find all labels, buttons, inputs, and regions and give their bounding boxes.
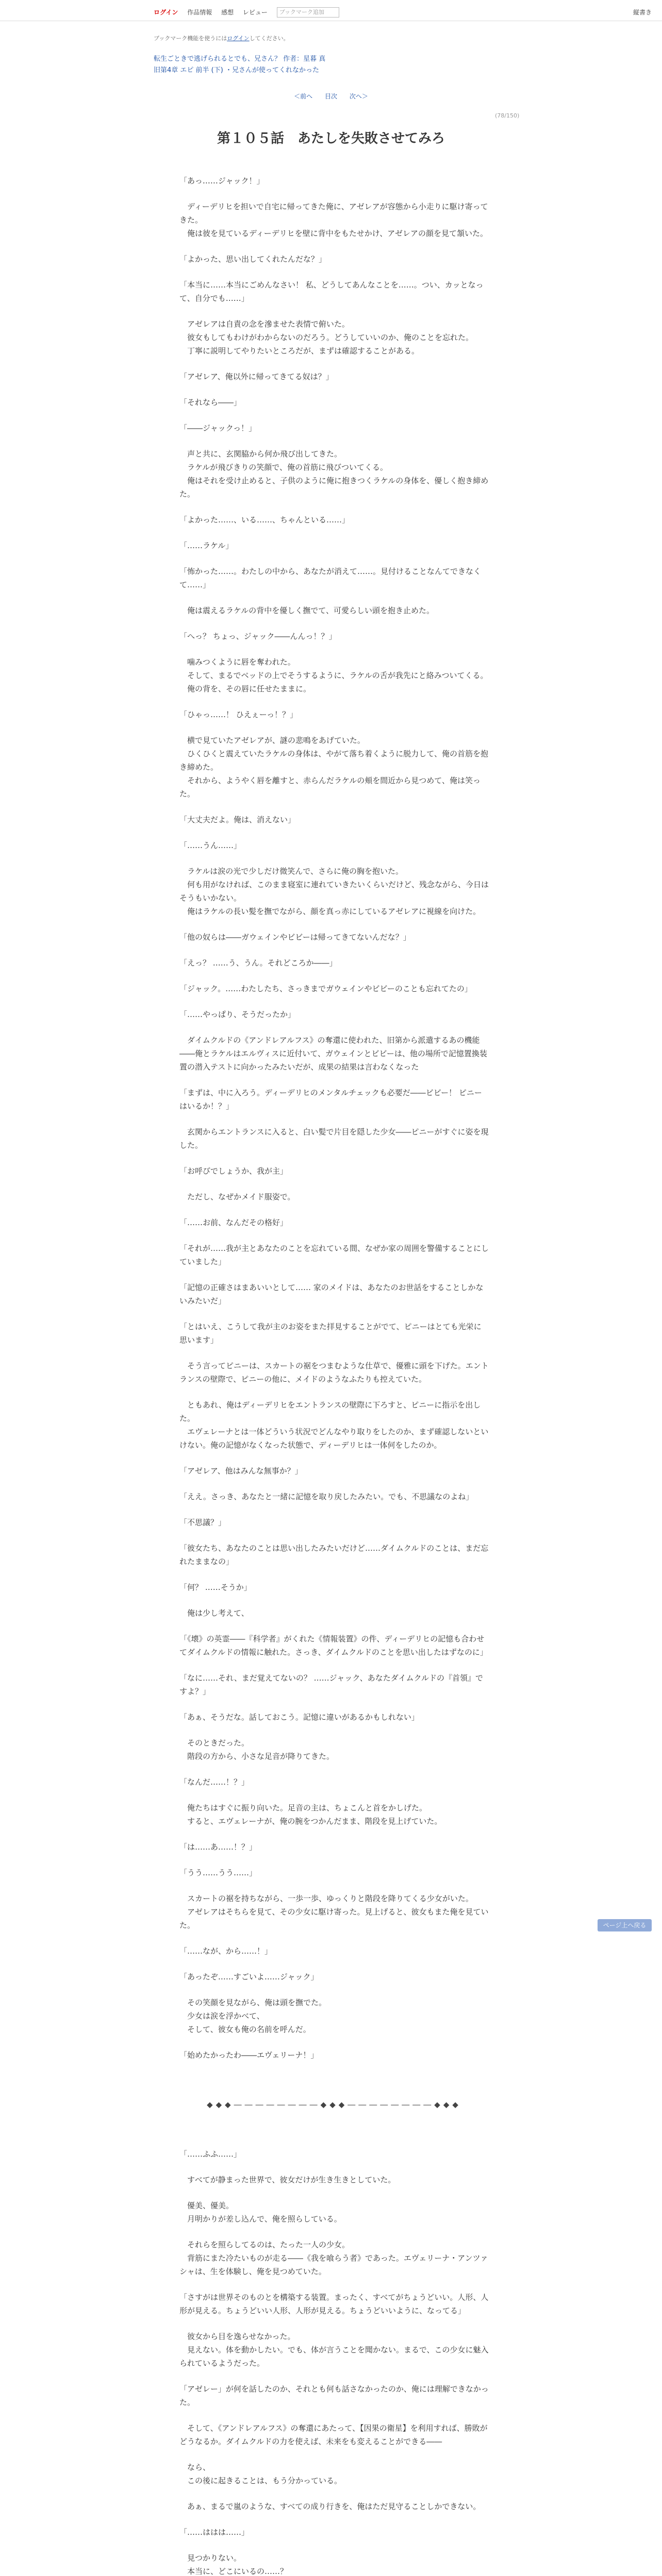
paragraph: 俺たちはすぐに振り向いた。足音の主は、ちょこんと首をかしげた。 すると、エヴェレーナが、俺の腕をつかんだまま、階段を見上げていた。 xyxy=(187,1803,442,1826)
paragraph: 彼女から目を逸らせなかった。 見えない。体を動かしたい。でも、体が言うことを聞かない。まるで、この少女に魅入られているようだった。 xyxy=(179,2332,489,2368)
paragraph: 「あっ……ジャック！」 xyxy=(179,176,264,185)
paragraph: 俺は震えるラケルの背中を優しく撫でて、可愛らしい頭を抱き止めた。 xyxy=(179,606,434,615)
vertical-writing-link[interactable]: 縦書き xyxy=(633,9,652,16)
paragraph: 見つかりない。 本当に、どこにいるの……？ xyxy=(187,2553,288,2576)
login-link[interactable]: ログイン xyxy=(154,8,178,16)
series-title[interactable]: 転生ごときで逃げられるとでも、兄さん？ 作者：星暮 真 xyxy=(154,55,326,63)
paragraph: それらを照らしてるのは、たった一人の少女。 背筋にまた冷たいものが走る――《我を喰らう者》であった。エヴェリーナ・アンツァシャは、生を体験し、俺を見つめていた。 xyxy=(179,2240,488,2276)
paragraph: 「あぁ、そうだな。話しておこう。記憶に違いがあるかもしれない」 xyxy=(179,1713,419,1722)
paragraph: 「……なが、から……！」 xyxy=(179,1946,273,1956)
paragraph: 「ひゃっ……！ ひえぇーっ！？」 xyxy=(179,710,298,719)
paragraph: ディーデリヒを担いで自宅に帰ってきた俺に、アゼレアが容態から小走りに駆け寄ってきた。 俺は彼を見ているディーデリヒを壁に背中をもたせかけ、アゼレアの顔を見て頷いた。 xyxy=(179,202,488,238)
notice-suffix: してください。 xyxy=(249,35,289,42)
paragraph: 「他の奴らは――ガウェインやビビーは帰ってきてないんだな？」 xyxy=(179,933,411,942)
paragraph: 「記憶の正確さはまあいいとして…… 家のメイドは、あなたのお世話をすることしかないみたいだ」 xyxy=(179,1283,484,1306)
chapter-body xyxy=(179,174,489,2576)
paragraph: 「本当に……本当にごめんなさい！ 私、どうしてあんなことを……。つい、カッとなって、自分でも……」 xyxy=(179,280,484,303)
paragraph: アゼレアは自責の念を滲ませた表情で俯いた。 彼女もしてもわけがわからないのだろう。どうしていいのか、俺のことを忘れた。 丁寧に説明してやりたいところだが、まずは確認することがある。 xyxy=(187,319,474,355)
paragraph: 玄関からエントランスに入ると、白い髪で片目を隠した少女――ピニーがすぐに姿を現した。 xyxy=(179,1127,489,1150)
paragraph: 「とはいえ、こうして我が主のお姿をまた拝見することがでて、ピニーはとても光栄に思います」 xyxy=(179,1322,482,1345)
paragraph: 「さすがは世界そのものとを構築する装置。まったく、すべてがちょうどいい。人形、人形が見える。ちょうどいい人形、人形が見える。ちょうどいいように、なってる」 xyxy=(179,2293,489,2315)
paragraph: 「始めたかったわ――エヴェリーナ！」 xyxy=(179,2050,319,2060)
paragraph: 「お呼びでしょうか、我が主」 xyxy=(179,1166,288,1176)
chapter-title: 第１０５話 あたしを失敗させてみろ xyxy=(217,131,445,146)
paragraph: 「うう……うう……」 xyxy=(179,1868,257,1877)
paragraph: 「それなら――」 xyxy=(179,398,242,407)
paragraph: ただし、なぜかメイド服姿で。 xyxy=(179,1192,295,1201)
paragraph: 声と共に、玄関脇から何か飛び出してきた。 ラケルが飛びきりの笑顔で、俺の首筋に飛びついてくる。 俺はそれを受け止めると、子供のように俺に抱きつくラケルの身体を、優しく抱き締めた。 xyxy=(179,449,489,499)
paragraph: 「何？ ……そうか」 xyxy=(179,1583,252,1592)
paragraph: 横で見ていたアゼレアが、謎の悲鳴をあげていた。 ひくひくと震えていたラケルの身体は、やがて落ち着くように脱力して、俺の首筋を抱き締めた。 それから、ようやく唇を離すと、赤らんだラケルの頬を間近から見つめて、俺は笑った。 xyxy=(179,736,488,799)
paragraph: 「よかった、思い出してくれたんだな？」 xyxy=(179,255,327,264)
nav-item-comments[interactable]: 感想 xyxy=(221,8,234,16)
nav-item-reviews[interactable]: レビュー xyxy=(242,8,268,16)
top-nav xyxy=(154,7,339,18)
paragraph: あぁ、まるで嵐のような、すべての成り行きを、俺はただ見守ることしかできない。 xyxy=(179,2502,481,2511)
next-link[interactable]: 次へ＞ xyxy=(349,93,368,100)
paragraph: 「は……あ……！？」 xyxy=(179,1842,257,1852)
toc-link[interactable]: 目次 xyxy=(324,93,337,100)
paragraph: 「……やっぱり、そうだったか」 xyxy=(179,1010,296,1019)
paragraph: 「彼女たち、あなたのことは思い出したみたいだけど……ダイムクルドのことは、まだ忘れたままなの」 xyxy=(179,1544,489,1566)
paragraph: 「それが……我が主とあなたのことを忘れている間、なぜか家の周囲を警備することにしていました」 xyxy=(179,1244,489,1266)
bookmark-notice xyxy=(154,34,289,42)
paragraph: 「なんだ……！？」 xyxy=(179,1777,250,1787)
paragraph: その笑顔を見ながら、俺は頭を撫でた。 少女は涙を浮かべて、 そして、彼女も俺の名前を呼んだ。 xyxy=(187,1998,327,2034)
page-number: (78/150) xyxy=(495,112,520,119)
paragraph: すべてが静まった世界で、彼女だけが生き生きとしていた。 xyxy=(179,2175,396,2184)
paragraph: 「……うん……」 xyxy=(179,841,242,850)
paragraph: 「――ジャックっ！」 xyxy=(179,423,257,433)
notice-login-link[interactable]: ログイン xyxy=(227,35,250,42)
paragraph: 「大丈夫だよ。俺は、消えない」 xyxy=(179,815,296,824)
series-subtitle[interactable]: 旧第4章 エピ 前半 (下) ・兄さんが使ってくれなかった xyxy=(154,66,319,74)
prev-link[interactable]: ＜前へ xyxy=(294,93,313,100)
paragraph: 「ええ。さっき、あなたと一緒に記憶を取り戻したみたい。でも、不思議なのよね」 xyxy=(179,1492,474,1501)
top-pager xyxy=(0,92,662,100)
bookmark-input[interactable]: ブックマーク追加 xyxy=(277,7,339,18)
paragraph: ともあれ、俺はディーデリヒをエントランスの壁際に下ろすと、ピニーに指示を出した。 エヴェレーナとは一体どういう状況でどんなやり取りをしたのか、まず確認しないといけない。俺の記憶がなくなった状態で、ディーデリヒは一体何をしたのか。 xyxy=(179,1400,489,1450)
paragraph: 噛みつくように唇を奪われた。 そして、まるでベッドの上でそうするように、ラケルの舌が我先にと絡みついてくる。 俺の背を、その唇に任せたままに。 xyxy=(187,657,488,693)
paragraph: ラケルは涙の光で少しだけ微笑んで、さらに俺の胸を抱いた。 何も用がなければ、このまま寝室に連れていきたいくらいだけど、残念ながら、今日はそうもいかない。 俺はラケルの長い髪を撫でながら、顔を真っ赤にしているアゼレアに視線を向けた。 xyxy=(179,867,489,916)
paragraph: 「《壊》の英霊――『科学者』がくれた《情報装置》の件、ディーデリヒの記憶も合わせてダイムクルドの情報に触れた。さっき、ダイムクルドのことを思い出したはずなのに」 xyxy=(179,1634,488,1657)
top-bar xyxy=(0,0,662,21)
scene-separator: ◆◆◆――――――――◆◆◆――――――――◆◆◆ xyxy=(207,2100,461,2109)
paragraph: なら、 この後に起きることは、もう分かっている。 xyxy=(187,2463,342,2485)
paragraph: 俺は少し考えて、 xyxy=(179,1608,249,1618)
paragraph: 「……ははは……」 xyxy=(179,2528,250,2537)
paragraph: 「アゼレー」が何を話したのか、それとも何も話さなかったのか、俺には理解できなかった。 xyxy=(179,2384,489,2407)
paragraph: 「怖かった……。わたしの中から、あなたが消えて……。見付けることなんてできなくて……」 xyxy=(179,567,482,589)
nav-item-works[interactable]: 作品情報 xyxy=(187,8,212,16)
paragraph: 「なに……それ、まだ覚えてないの？ ……ジャック、あなたダイムクルドの『首領』ですよ？」 xyxy=(179,1673,484,1696)
paragraph: 「……ふふ……」 xyxy=(179,2149,242,2159)
paragraph: 「まずは、中に入ろう。ディーデリヒのメンタルチェックも必要だ――ビビー！ ピニーはいるか！？」 xyxy=(179,1088,482,1111)
series-info xyxy=(154,54,508,76)
paragraph: 「アゼレア、俺以外に帰ってきてる奴は？」 xyxy=(179,372,334,381)
paragraph: 優美、優美。 月明かりが差し込んで、俺を照らしている。 xyxy=(187,2201,342,2224)
paragraph: スカートの裾を持ちながら、一歩一歩、ゆっくりと階段を降りてくる少女がいた。 アゼレアはそちらを見て、その少女に駆け寄った。見上げると、彼女もまた俺を見ていた。 xyxy=(179,1894,489,1930)
paragraph: 「えっ？ ……う、うん。それどころか――」 xyxy=(179,958,337,968)
paragraph: そう言ってピニーは、スカートの裾をつまむような仕草で、優雅に頭を下げた。エントランスの壁際で、ピニーの他に、メイドのようなふたりも控えていた。 xyxy=(179,1361,489,1384)
paragraph: 「ジャック。……わたしたち、さっきまでガウェインやビビーのことも忘れてたの」 xyxy=(179,984,472,993)
notice-prefix: ブックマーク機能を使うには xyxy=(154,35,227,42)
paragraph: そして、《アンドレアルフス》の奪還にあたって、【因果の衛星】を利用すれば、勝敗がどうなるか。ダイムクルドの力を使えば、未来をも変えることができる―― xyxy=(179,2424,488,2446)
paragraph: 「へっ？ ちょっ、ジャック――んんっ！？」 xyxy=(179,632,337,641)
paragraph: ダイムクルドの《アンドレアルフス》の奪還に使われた、旧第から派遣するあの機能――俺とラケルはエルヴィスに近付いて、ガウェインとビビーは、他の場所で記憶置換装置の潜入テストに向かったみたいだが、成果の結果は言わなくなった xyxy=(179,1036,487,1072)
paragraph: 「アゼレア、他はみんな無事か？」 xyxy=(179,1466,303,1476)
page-top-button[interactable]: ページ上へ戻る xyxy=(598,1919,652,1931)
paragraph: 「不思議？」 xyxy=(179,1518,226,1527)
paragraph: 「……ラケル」 xyxy=(179,541,234,550)
paragraph: 「よかった……、いる……、ちゃんといる……」 xyxy=(179,515,350,524)
paragraph: 「……お前、なんだその格好」 xyxy=(179,1218,288,1227)
paragraph: そのときだった。 階段の方から、小さな足音が降りてきた。 xyxy=(187,1738,335,1761)
paragraph: 「あったぞ……すごいよ……ジャック」 xyxy=(179,1972,319,1981)
